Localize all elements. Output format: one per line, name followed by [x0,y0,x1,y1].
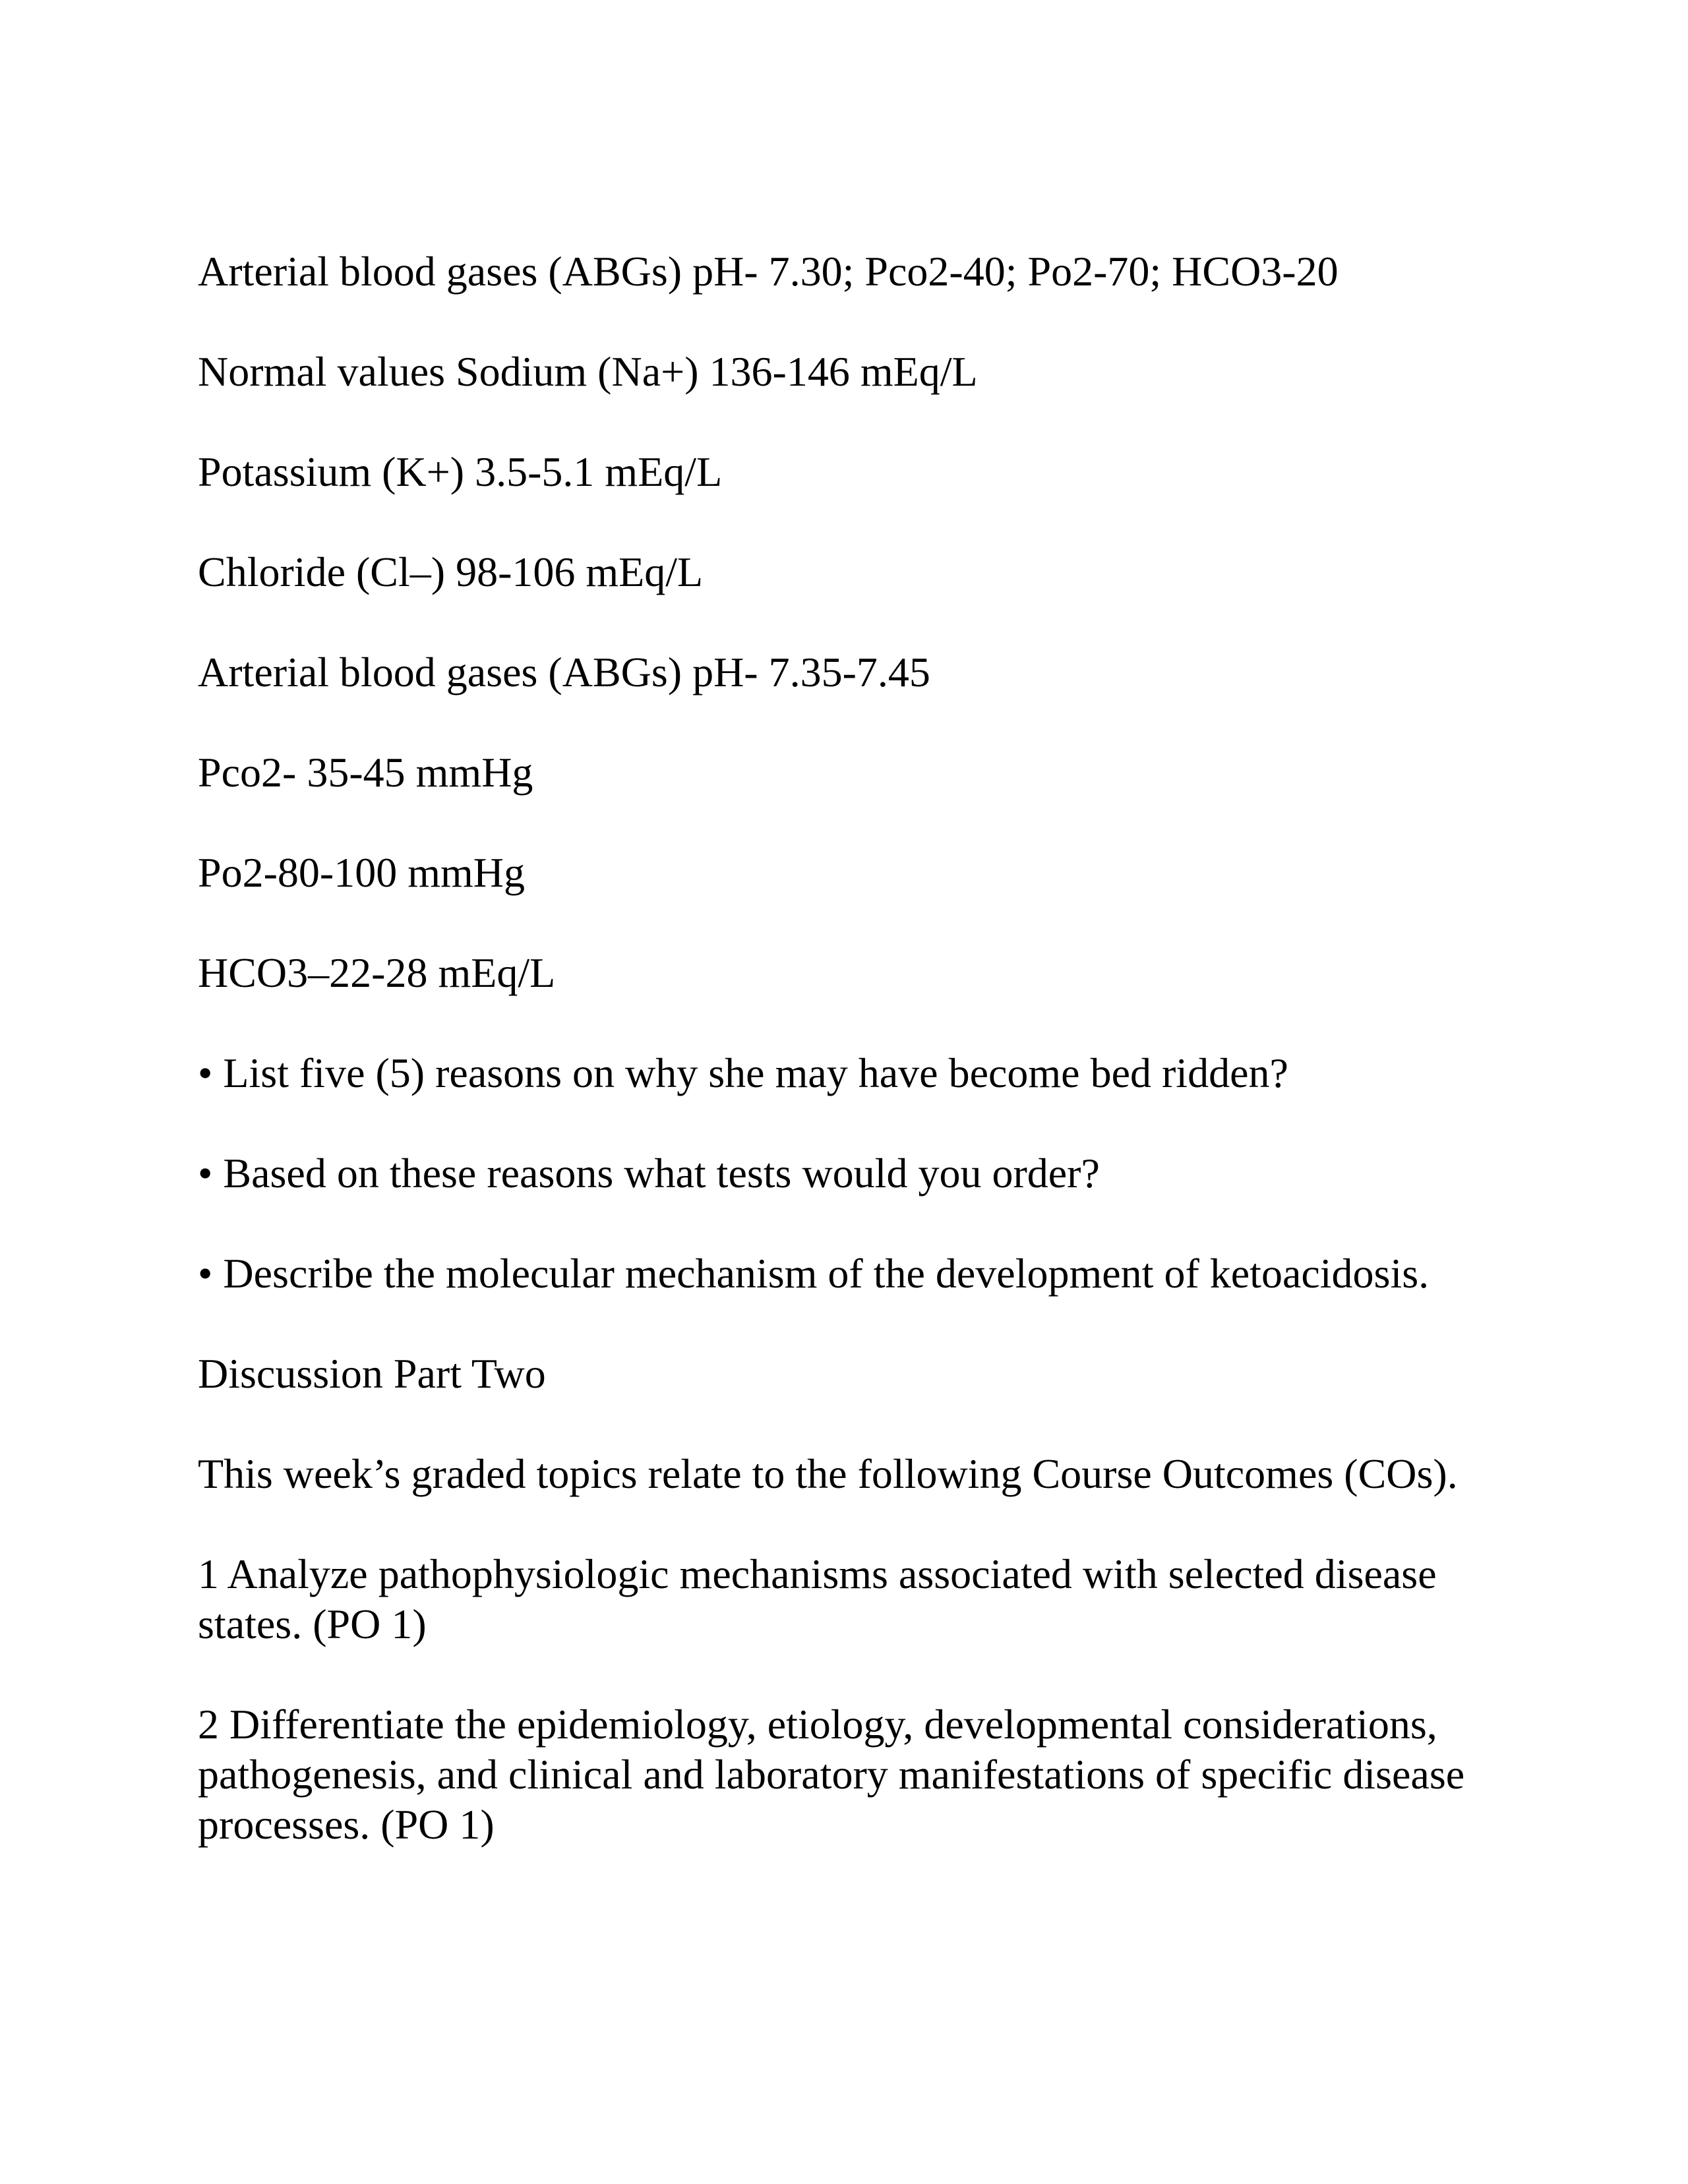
pco2-normal-values: Pco2- 35-45 mmHg [198,749,533,796]
question-tests: • Based on these reasons what tests would you order? [198,1150,1100,1196]
abg-ph-normal-values: Arterial blood gases (ABGs) pH- 7.35-7.45 [198,649,930,695]
sodium-normal-values: Normal values Sodium (Na+) 136-146 mEq/L [198,348,978,395]
document-body [198,247,1517,1900]
hco3-normal-values: HCO3–22-28 mEq/L [198,949,556,996]
question-bed-ridden: • List five (5) reasons on why she may have become bed ridden? [198,1049,1288,1096]
po2-normal-values: Po2-80-100 mmHg [198,849,525,896]
abg-patient-values: Arterial blood gases (ABGs) pH- 7.30; Pco2-40; Po2-70; HCO3-20 [198,248,1339,295]
chloride-normal-values: Chloride (Cl–) 98-106 mEq/L [198,548,704,595]
potassium-normal-values: Potassium (K+) 3.5-5.1 mEq/L [198,448,723,495]
course-outcome-2: 2 Differentiate the epidemiology, etiology, developmental considerations, pathogenesis, and clinical and laboratory manifestations of specific disease processes. (PO 1) [198,1701,1465,1848]
course-outcome-1: 1 Analyze pathophysiologic mechanisms associated with selected disease states. (PO 1) [198,1550,1437,1647]
section-heading: Discussion Part Two [198,1350,546,1397]
question-ketoacidosis: • Describe the molecular mechanism of the development of ketoacidosis. [198,1250,1430,1297]
course-outcomes-intro: This week’s graded topics relate to the following Course Outcomes (COs). [198,1450,1458,1497]
